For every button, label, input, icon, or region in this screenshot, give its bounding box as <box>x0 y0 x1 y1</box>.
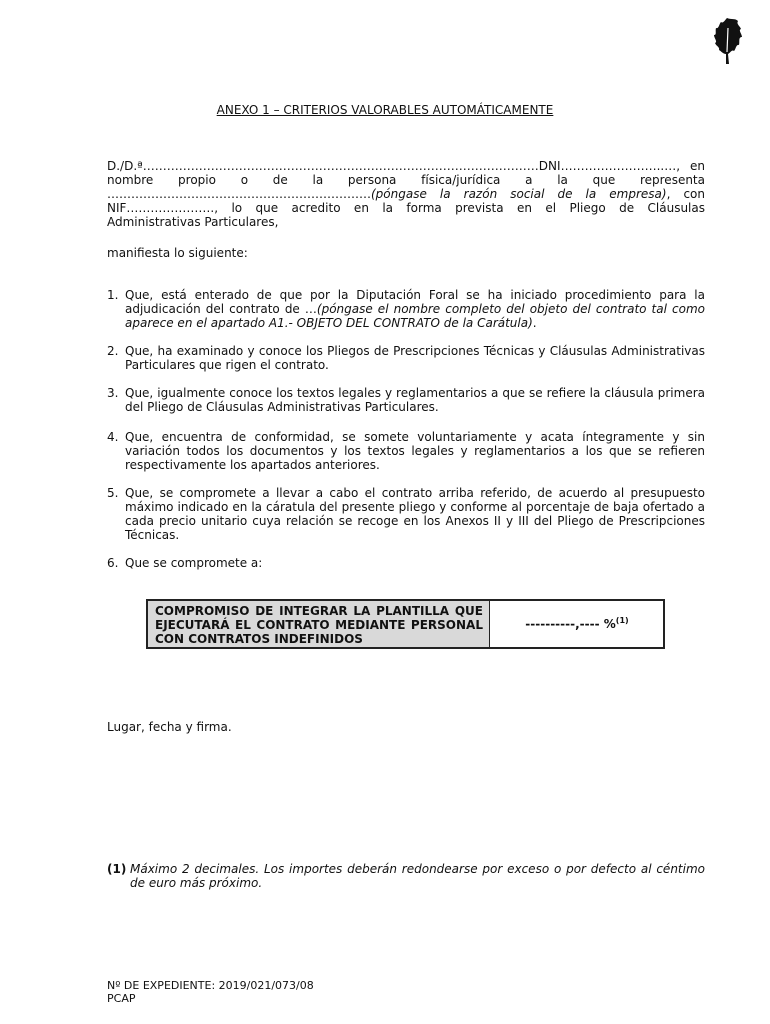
commitment-value-cell: ----------,---- %$^{(1)}$ <box>525 616 629 631</box>
intro-line-2: nombre propio o de la persona física/jurídica a la que representa <box>107 173 705 187</box>
commitment-label-cell: COMPROMISO DE INTEGRAR LA PLANTILLA QUE EJECUTARÁ EL CONTRATO MEDIANTE PERSONAL CON CONTRATOS INDEFINIDOS <box>148 601 490 647</box>
expediente-number: Nº DE EXPEDIENTE: 2019/021/073/08 <box>107 979 314 992</box>
declarant-paragraph <box>107 159 705 229</box>
intro-line-5: Administrativas Particulares, <box>107 215 279 229</box>
manifiesta-text: manifiesta lo siguiente: <box>107 246 248 260</box>
place-date-signature: Lugar, fecha y firma. <box>107 720 232 734</box>
intro-line-4: NIF…………………., lo que acredito en la forma prevista en el Pliego de Cláusulas <box>107 201 705 215</box>
document-title: ANEXO 1 – CRITERIOS VALORABLES AUTOMÁTICAMENTE <box>216 103 554 117</box>
intro-line-3: …………………………………………………………(póngase la razón social de la empresa), con <box>107 187 705 201</box>
page-footer <box>107 979 314 1005</box>
intro-line-1: D./D.ª………………………………………………………………………………………DNI……………………..…, en <box>107 159 705 173</box>
commitment-table <box>146 599 665 649</box>
oak-leaf-logo-icon <box>710 16 744 66</box>
pcap-label: PCAP <box>107 992 136 1005</box>
